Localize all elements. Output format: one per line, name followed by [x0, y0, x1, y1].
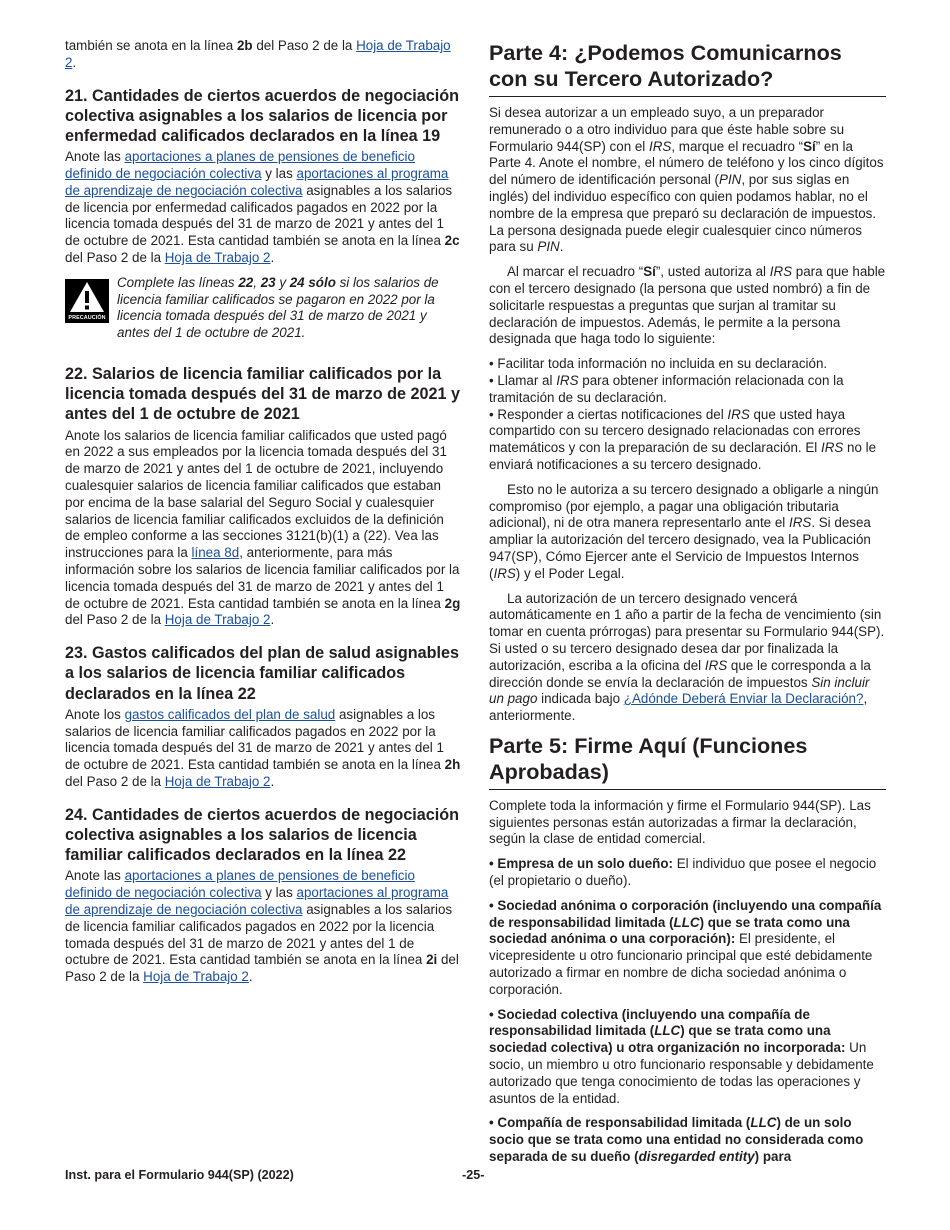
signer-sole-proprietorship: • Empresa de un solo dueño: El individuo que posee el negocio (el propietario o dueño).: [489, 856, 877, 889]
section-21-body: Anote las aportaciones a planes de pensiones de beneficio definido de negociación colectiva y las aportaciones al programa de aprendizaje de negociación colectiva asignables a los salarios de licencia por enfermedad calificados pagados en 2022 por la licencia tomada después del 31 de marzo de 2021 y antes del 1 de octubre de 2021. Esta cantidad también se anota en la línea 2c del Paso 2 de la Hoja de Trabajo 2.: [65, 149, 460, 265]
caution-note: [65, 275, 462, 342]
list-item: • Responder a ciertas notificaciones del IRS que usted haya compartido con su tercero designado relacionadas con errores matemáticos y con la preparación de su declaración. El IRS no le enviará notificaciones a su tercero designado.: [489, 406, 877, 472]
part-5-heading: Parte 5: Firme Aquí (Funciones Aprobadas): [489, 733, 886, 790]
section-22-body: Anote los salarios de licencia familiar calificados que usted pagó en 2022 a sus empleados por la licencia tomada después del 31 de marzo de 2021 y antes del 1 de octubre de 2021, incluyendo cualesquier salarios de licencia familiar calificados que estaban por encima de la base salarial del Seguro Social y cualesquier salarios de licencia familiar calificados excluidos de la definición de empleo conforme a las secciones 3121(b)(1) a (22). Vea las instrucciones para la línea 8d, anteriormente, para más información sobre los salarios de licencia familiar calificados por la licencia tomada después del 31 de marzo de 2021 y antes del 1 de octubre de 2021. Esta cantidad también se anota en la línea 2g del Paso 2 de la Hoja de Trabajo 2.: [65, 427, 461, 628]
part-4-paragraph-2: Al marcar el recuadro “Sí”, usted autoriza al IRS para que hable con el tercero designado (la persona que usted nombró) a fin de solicitarle respuestas a preguntas que surjan al tramitar su declaración de impuestos. Además, le permite a la persona designada que haga todo lo siguiente:: [489, 264, 886, 347]
footer-page-number: -25-: [462, 1168, 485, 1182]
part-4-paragraph-3: Esto no le autoriza a su tercero designado a obligarle a ningún compromiso (por ejemplo, a pagar una obligación tributaria adicional), ni de otra manera representarlo ante el IRS. Si desea ampliar la autorización del tercero designado, vea la Publicación 947(SP), Cómo Ejercer ante el Servicio de Impuestos Internos (IRS) y el Poder Legal.: [489, 481, 879, 581]
section-21: [65, 86, 462, 267]
list-item: • Facilitar toda información no incluida en su declaración.: [489, 356, 828, 372]
section-24: [65, 805, 462, 986]
worksheet-2-link[interactable]: Hoja de Trabajo 2: [143, 969, 249, 985]
apprenticeship-contributions-link[interactable]: aportaciones al programa de aprendizaje de negociación colectiva: [65, 885, 449, 917]
part-4-paragraph-4: La autorización de un tercero designado vencerá automáticamente en 1 año a partir de la fecha de vencimiento (sin tomar en cuenta prórrogas) para presentar su Formulario 944(SP). Si usted o su tercero designado desea dar por finalizada la autorización, escriba a la oficina del IRS que le corresponda a la dirección donde se envía la declaración de impuestos Sin incluir un pago indicada bajo ¿Adónde Deberá Enviar la Declaración?, anteriormente.: [489, 590, 885, 724]
worksheet-2-link[interactable]: Hoja de Trabajo 2: [164, 773, 271, 789]
signer-corporation: • Sociedad anónima o corporación (incluyendo una compañía de responsabilidad limitada (LLC) que se trata como una sociedad anónima o una corporación): El presidente, el vicepresidente u otro funcionario principal que esté debidamente autorizado a firmar en nombre de dicha sociedad anónima o corporación.: [489, 897, 882, 997]
part-4-paragraph-1: Si desea autorizar a un empleado suyo, a un preparador remunerado o a otro individuo para que éste hable sobre su Formulario 944(SP) con el IRS, marque el recuadro “Sí” en la Parte 4. Anote el nombre, el número de teléfono y los cinco dígitos del número de identificación personal (PIN, por sus siglas en inglés) del individuo específico con quien podamos hablar, no el nombre de la empresa que preparó su declaración de impuestos. La persona designada puede elegir cualesquier cinco números para su PIN.: [489, 105, 884, 255]
worksheet-2-link[interactable]: Hoja de Trabajo 2: [164, 249, 271, 265]
apprenticeship-contributions-link[interactable]: aportaciones al programa de aprendizaje de negociación colectiva: [65, 166, 449, 198]
section-23: [65, 643, 462, 791]
worksheet-2-link[interactable]: Hoja de Trabajo 2: [65, 38, 451, 70]
worksheet-2-link[interactable]: Hoja de Trabajo 2: [164, 612, 271, 628]
signer-single-member-llc: • Compañía de responsabilidad limitada (LLC) de un solo socio que se trata como una entidad no considerada como separada de su dueño (disregarded entity) para: [489, 1115, 864, 1165]
part-5-paragraph-1: Complete toda la información y firme el Formulario 944(SP). Las siguientes personas están autorizadas a firmar la declaración, según la clase de entidad comercial.: [489, 797, 871, 847]
signer-partnership: • Sociedad colectiva (incluyendo una compañía de responsabilidad limitada (LLC) que se trata como una sociedad colectiva) u otra organización no incorporada: Un socio, un miembro u otro funcionario responsable y debidamente autorizado que tenga conocimiento de todas las operaciones y asuntos de la entidad.: [489, 1006, 874, 1106]
section-23-heading: 23. Gastos calificados del plan de salud asignables a los salarios de licencia familiar calificados declarados en la línea 22: [65, 644, 460, 703]
section-23-body: Anote los gastos calificados del plan de salud asignables a los salarios de licencia familiar calificados pagados en 2022 por la licencia tomada después del 31 de marzo de 2021 y antes del 1 de octubre de 2021. Esta cantidad también se anota en la línea 2h del Paso 2 de la Hoja de Trabajo 2.: [65, 706, 461, 789]
caution-icon: [65, 279, 109, 323]
section-21-heading: 21. Cantidades de ciertos acuerdos de negociación colectiva asignables a los salarios de licencia por enfermedad calificados declarados en la línea 19: [65, 86, 460, 145]
caution-text: Complete las líneas 22, 23 y 24 sólo si los salarios de licencia familiar calificados se pagaron en 2022 por la licencia tomada después del 31 de marzo de 2021 y antes del 1 de octubre de 2021.: [117, 274, 439, 341]
part-4-heading: Parte 4: ¿Podemos Comunicarnos con su Tercero Autorizado?: [489, 40, 886, 97]
line-8d-link[interactable]: línea 8d: [191, 545, 240, 561]
pension-contributions-link[interactable]: aportaciones a planes de pensiones de beneficio definido de negociación colectiva: [65, 149, 415, 181]
right-column: [489, 40, 886, 1174]
list-item: • Llamar al IRS para obtener información relacionada con la tramitación de su declaración.: [489, 372, 844, 405]
footer-form-title: Inst. para el Formulario 944(SP) (2022): [65, 1168, 294, 1182]
section-24-body: Anote las aportaciones a planes de pensiones de beneficio definido de negociación colectiva y las aportaciones al programa de aprendizaje de negociación colectiva asignables a los salarios de licencia familiar calificados pagados en 2022 por la licencia tomada después del 31 de marzo de 2021 y antes del 1 de octubre de 2021. Esta cantidad también se anota en la línea 2i del Paso 2 de la Hoja de Trabajo 2.: [65, 868, 459, 985]
caution-label: PRECAUCIÓN: [68, 314, 106, 321]
pension-contributions-link[interactable]: aportaciones a planes de pensiones de beneficio definido de negociación colectiva: [65, 868, 415, 901]
left-column: [65, 38, 462, 986]
section-22-heading: 22. Salarios de licencia familiar calificados por la licencia tomada después del 31 de marzo de 2021 y antes del 1 de octubre de 2021: [65, 364, 460, 424]
section-24-heading: 24. Cantidades de ciertos acuerdos de negociación colectiva asignables a los salarios de licencia familiar calificados declarados en la línea 22: [65, 805, 460, 865]
section-22: [65, 364, 462, 629]
health-plan-expenses-link[interactable]: gastos calificados del plan de salud: [124, 706, 336, 722]
designee-permissions-list: [489, 356, 886, 474]
where-to-file-link[interactable]: ¿Adónde Deberá Enviar la Declaración?: [623, 691, 864, 707]
warning-triangle-icon: [65, 279, 109, 315]
intro-paragraph: también se anota en la línea 2b del Paso 2 de la Hoja de Trabajo 2.: [65, 38, 451, 70]
